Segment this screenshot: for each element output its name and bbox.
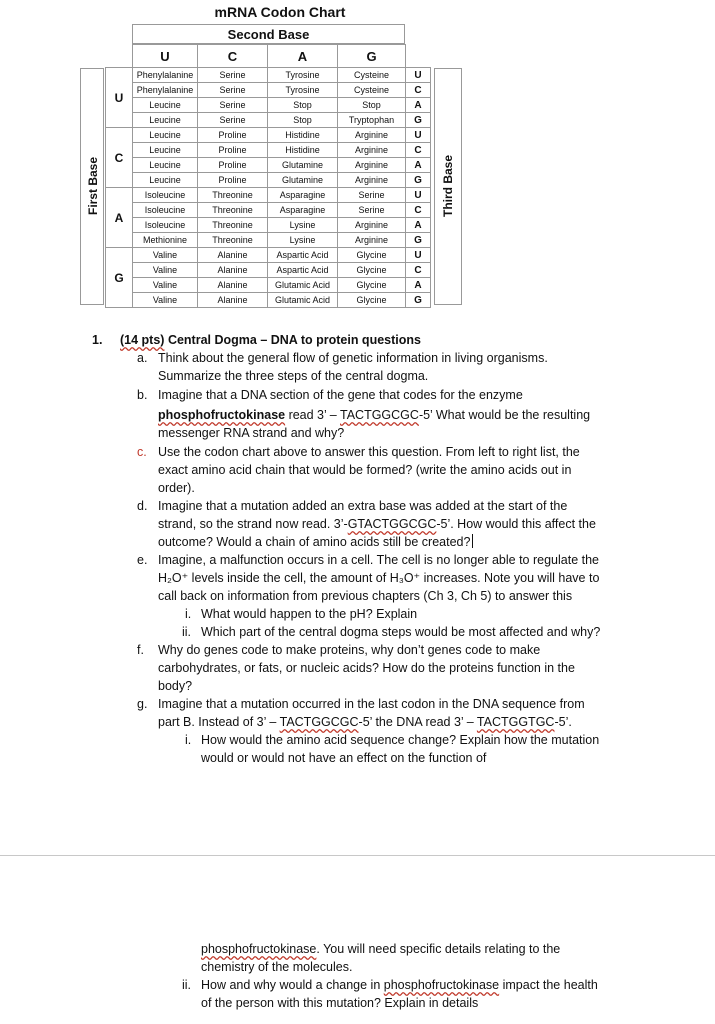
third-base-letter: G (406, 293, 431, 308)
amino-acid-cell: Leucine (133, 143, 198, 158)
amino-acid-cell: Arginine (338, 158, 406, 173)
item-letter: a. (137, 351, 148, 365)
item-c-line: exact amino acid chain that would be formed? (write the amino acids out in (158, 463, 572, 477)
column-header: G (338, 45, 406, 68)
item-b-line: messenger RNA strand and why? (158, 426, 345, 440)
third-base-letter: C (406, 83, 431, 98)
third-base-letter: U (406, 68, 431, 83)
amino-acid-cell: Leucine (133, 128, 198, 143)
third-base-letter: A (406, 218, 431, 233)
amino-acid-cell: Threonine (198, 218, 268, 233)
amino-acid-cell: Arginine (338, 218, 406, 233)
item-g-i-continued: phosphofructokinase. You will need specific details relating to the (201, 942, 561, 956)
amino-acid-cell: Aspartic Acid (268, 248, 338, 263)
item-letter: f. (137, 643, 144, 657)
item-c-line: order). (158, 481, 195, 495)
third-base-letter: U (406, 188, 431, 203)
third-base-letter: C (406, 263, 431, 278)
amino-acid-cell: Leucine (133, 113, 198, 128)
amino-acid-cell: Aspartic Acid (268, 263, 338, 278)
amino-acid-cell: Isoleucine (133, 188, 198, 203)
item-a-line: Summarize the three steps of the central dogma. (158, 369, 429, 383)
item-e-ii: Which part of the central dogma steps would be most affected and why? (201, 625, 601, 639)
amino-acid-cell: Valine (133, 248, 198, 263)
item-b-line: Imagine that a DNA section of the gene that codes for the enzyme (158, 388, 523, 402)
item-f-line: carbohydrates, or fats, or nucleic acids? How do the proteins function in the (158, 661, 575, 675)
amino-acid-cell: Cysteine (338, 68, 406, 83)
amino-acid-cell: Arginine (338, 143, 406, 158)
third-base-letter: G (406, 233, 431, 248)
subitem-number: i. (185, 733, 192, 747)
amino-acid-cell: Stop (268, 113, 338, 128)
subitem-number: ii. (182, 625, 192, 639)
amino-acid-cell: Lysine (268, 218, 338, 233)
item-g-ii-line: How and why would a change in phosphofructokinase impact the health (201, 978, 598, 992)
amino-acid-cell: Stop (268, 98, 338, 113)
text-cursor (472, 534, 473, 548)
item-b-line: phosphofructokinase read 3’ – TACTGGCGC-5’ What would be the resulting (158, 408, 591, 422)
amino-acid-cell: Isoleucine (133, 218, 198, 233)
amino-acid-cell: Glutamic Acid (268, 293, 338, 308)
amino-acid-cell: Serine (198, 68, 268, 83)
first-base-label: First Base (86, 156, 100, 216)
amino-acid-cell: Isoleucine (133, 203, 198, 218)
amino-acid-cell: Asparagine (268, 188, 338, 203)
amino-acid-cell: Threonine (198, 233, 268, 248)
item-d-line: strand, so the strand now read. 3’-GTACTGGCGC-5’. How would this affect the (158, 517, 596, 531)
amino-acid-cell: Valine (133, 278, 198, 293)
amino-acid-cell: Histidine (268, 128, 338, 143)
item-e-line: H₂O⁺ levels inside the cell, the amount of H₃O⁺ increases. Note you will have to (158, 571, 600, 585)
item-e-line: Imagine, a malfunction occurs in a cell. The cell is no longer able to regulate the (158, 553, 599, 567)
amino-acid-cell: Serine (338, 203, 406, 218)
column-header: A (268, 45, 338, 68)
amino-acid-cell: Arginine (338, 128, 406, 143)
item-g-line: part B. Instead of 3’ – TACTGGCGC-5’ the DNA read 3’ – TACTGGTGC-5’. (158, 715, 572, 729)
amino-acid-cell: Valine (133, 293, 198, 308)
amino-acid-cell: Glycine (338, 263, 406, 278)
third-base-letter: A (406, 158, 431, 173)
item-d-line: Imagine that a mutation added an extra base was added at the start of the (158, 499, 568, 513)
amino-acid-cell: Alanine (198, 248, 268, 263)
amino-acid-cell: Glycine (338, 248, 406, 263)
third-base-letter: A (406, 98, 431, 113)
second-base-label: Second Base (132, 24, 405, 44)
item-e-line: call back on information from previous chapters (Ch 3, Ch 5) to answer this (158, 589, 573, 603)
item-letter: d. (137, 499, 148, 513)
item-g-line: Imagine that a mutation occurred in the last codon in the DNA sequence from (158, 697, 585, 711)
item-letter: g. (137, 697, 148, 711)
first-base-letter: A (106, 188, 133, 248)
third-base-letter: U (406, 128, 431, 143)
amino-acid-cell: Proline (198, 128, 268, 143)
amino-acid-cell: Serine (338, 188, 406, 203)
item-d-line: outcome? Would a chain of amino acids still be created? (158, 533, 473, 551)
amino-acid-cell: Valine (133, 263, 198, 278)
amino-acid-cell: Histidine (268, 143, 338, 158)
amino-acid-cell: Glutamine (268, 158, 338, 173)
amino-acid-cell: Alanine (198, 293, 268, 308)
first-base-letter: C (106, 128, 133, 188)
third-base-letter: G (406, 173, 431, 188)
item-c-line: Use the codon chart above to answer this question. From left to right list, the (158, 445, 580, 459)
amino-acid-cell: Cysteine (338, 83, 406, 98)
amino-acid-cell: Proline (198, 158, 268, 173)
question-heading: (14 pts) Central Dogma – DNA to protein questions (120, 333, 421, 347)
item-g-i-line: would or would not have an effect on the function of (201, 751, 487, 765)
item-f-line: Why do genes code to make proteins, why don’t genes code to make (158, 643, 541, 657)
subitem-number: ii. (182, 978, 192, 992)
first-base-letter: U (106, 68, 133, 128)
third-base-letter: C (406, 203, 431, 218)
amino-acid-cell: Methionine (133, 233, 198, 248)
item-letter: e. (137, 553, 148, 567)
amino-acid-cell: Tryptophan (338, 113, 406, 128)
item-e-i: What would happen to the pH? Explain (201, 607, 418, 621)
third-base-letter: G (406, 113, 431, 128)
third-base-letter: A (406, 278, 431, 293)
amino-acid-cell: Serine (198, 98, 268, 113)
amino-acid-cell: Tyrosine (268, 83, 338, 98)
amino-acid-cell: Glycine (338, 293, 406, 308)
third-base-label: Third Base (441, 154, 455, 218)
column-header: C (198, 45, 268, 68)
amino-acid-cell: Stop (338, 98, 406, 113)
item-g-i-line: How would the amino acid sequence change? Explain how the mutation (201, 733, 600, 747)
column-header: U (133, 45, 198, 68)
amino-acid-cell: Alanine (198, 263, 268, 278)
amino-acid-cell: Proline (198, 173, 268, 188)
amino-acid-cell: Phenylalanine (133, 83, 198, 98)
item-g-i-continued: chemistry of the molecules. (201, 960, 353, 974)
amino-acid-cell: Threonine (198, 203, 268, 218)
amino-acid-cell: Glutamic Acid (268, 278, 338, 293)
amino-acid-cell: Serine (198, 113, 268, 128)
third-base-letter: U (406, 248, 431, 263)
third-base-letter: C (406, 143, 431, 158)
item-g-ii-line: of the person with this mutation? Explain in details (201, 996, 479, 1010)
item-letter: b. (137, 388, 148, 402)
amino-acid-cell: Threonine (198, 188, 268, 203)
item-letter: c. (137, 445, 147, 459)
chart-title: mRNA Codon Chart (214, 4, 346, 20)
first-base-letter: G (106, 248, 133, 308)
amino-acid-cell: Arginine (338, 233, 406, 248)
amino-acid-cell: Lysine (268, 233, 338, 248)
item-a-line: Think about the general flow of genetic information in living organisms. (158, 351, 548, 365)
amino-acid-cell: Alanine (198, 278, 268, 293)
item-f-line: body? (158, 679, 193, 693)
amino-acid-cell: Tyrosine (268, 68, 338, 83)
amino-acid-cell: Phenylalanine (133, 68, 198, 83)
amino-acid-cell: Leucine (133, 98, 198, 113)
page-break-divider (0, 855, 715, 856)
amino-acid-cell: Serine (198, 83, 268, 98)
amino-acid-cell: Leucine (133, 158, 198, 173)
amino-acid-cell: Arginine (338, 173, 406, 188)
question-number: 1. (92, 333, 103, 347)
amino-acid-cell: Proline (198, 143, 268, 158)
amino-acid-cell: Leucine (133, 173, 198, 188)
amino-acid-cell: Glycine (338, 278, 406, 293)
amino-acid-cell: Asparagine (268, 203, 338, 218)
amino-acid-cell: Glutamine (268, 173, 338, 188)
subitem-number: i. (185, 607, 192, 621)
